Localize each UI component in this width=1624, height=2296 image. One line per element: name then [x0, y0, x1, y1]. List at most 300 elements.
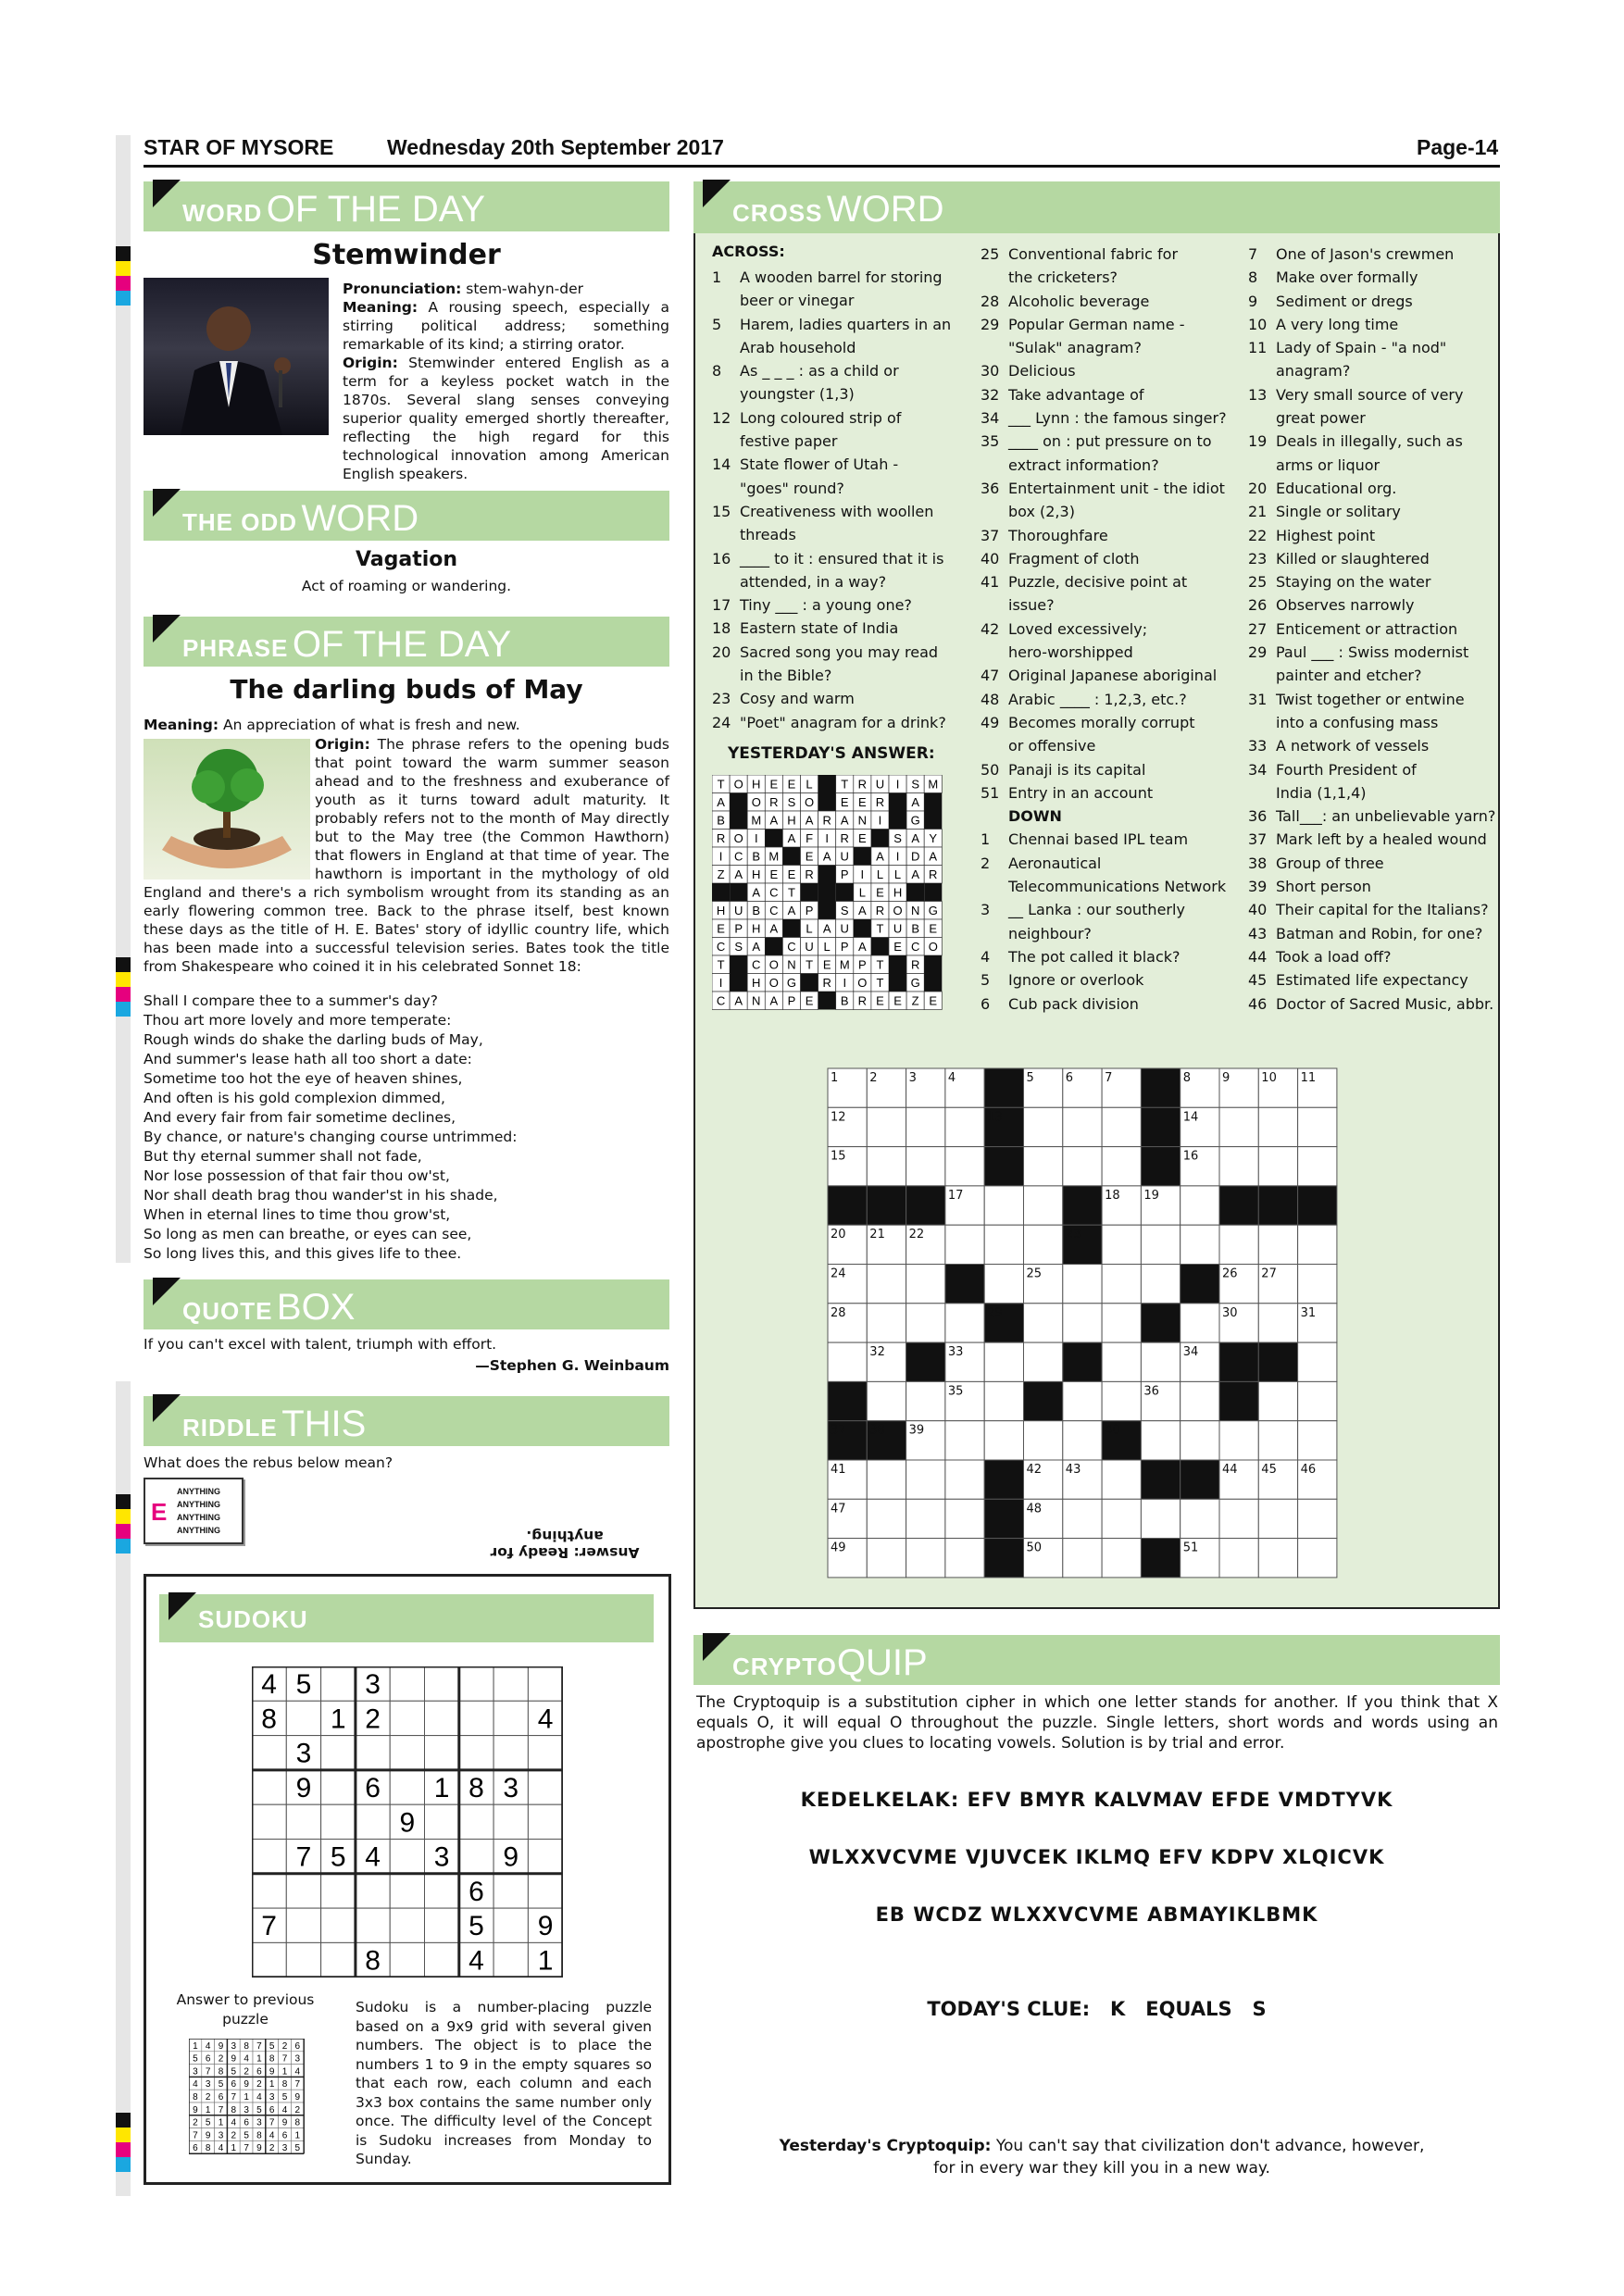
yesterday-letter: A	[911, 795, 919, 810]
crossword-cell[interactable]	[1298, 1342, 1337, 1381]
yesterday-letter: U	[893, 921, 903, 936]
crossword-cell[interactable]	[945, 1107, 984, 1146]
crossword-cell[interactable]	[906, 1539, 945, 1578]
prev-answer-label: Answer to previous puzzle	[176, 1991, 315, 2028]
yesterday-letter: B	[752, 849, 761, 864]
sudoku-cell[interactable]	[356, 1666, 390, 1701]
crossword-cell[interactable]	[1102, 1107, 1141, 1146]
sudoku-cell[interactable]	[390, 1840, 424, 1874]
clue-number: 36	[1248, 807, 1268, 826]
sudoku-cell[interactable]	[321, 1908, 356, 1942]
crossword-cell[interactable]	[1258, 1147, 1297, 1186]
sudoku-cell[interactable]	[321, 1840, 356, 1874]
sudoku-cell[interactable]	[493, 1736, 528, 1770]
sudoku-cell[interactable]	[321, 1736, 356, 1770]
crossword-clue	[712, 664, 976, 687]
clue-text: State flower of Utah -	[740, 455, 899, 474]
clue-text: Observes narrowly	[1276, 596, 1415, 615]
prev-sudoku-digit: 6	[281, 2130, 288, 2141]
yesterday-letter: I	[895, 777, 900, 792]
clue-number: 34	[1248, 760, 1268, 779]
sudoku-cell[interactable]	[321, 1804, 356, 1839]
yesterday-letter: A	[734, 993, 743, 1008]
sudoku-cell[interactable]	[252, 1770, 286, 1804]
crossword-cell[interactable]	[1063, 1304, 1102, 1342]
yesterday-letter: S	[734, 940, 743, 955]
sudoku-cell[interactable]	[459, 1701, 493, 1735]
phrase-meaning: Meaning: An appreciation of what is fresh and new.	[144, 717, 520, 733]
yesterday-letter: L	[806, 777, 813, 792]
crossword-cell[interactable]	[867, 1265, 906, 1304]
rebus-word: ANYTHING	[177, 1513, 220, 1522]
crossword-grid[interactable]	[827, 1067, 1340, 1578]
crossword-cell[interactable]	[945, 1421, 984, 1460]
crossword-cell[interactable]	[906, 1147, 945, 1186]
clue-text: Arabic ____ : 1,2,3, etc.?	[1008, 690, 1187, 708]
prev-sudoku-digit: 6	[244, 2117, 249, 2128]
meaning: A rousing speech, especially a stirring political address; something remarkable of its kind; a stirring orator.	[343, 299, 669, 353]
crossword-cell[interactable]	[1219, 1421, 1258, 1460]
crossword-cell[interactable]	[867, 1147, 906, 1186]
crossword-cell[interactable]	[1102, 1539, 1141, 1578]
crossword-number: 16	[1182, 1149, 1199, 1164]
clue-text: Becomes morally corrupt	[1008, 713, 1195, 731]
yesterday-black-cell	[889, 955, 906, 974]
crossword-number: 7	[1105, 1071, 1113, 1085]
down-clues-col3	[1248, 243, 1498, 1016]
yesterday-black-cell	[765, 938, 782, 956]
crossword-cell[interactable]	[984, 1381, 1023, 1420]
sudoku-cell[interactable]	[528, 1908, 562, 1942]
yesterday-black-cell	[854, 847, 871, 866]
clue-text: Very small source of very	[1276, 385, 1464, 404]
yesterday-letter: N	[752, 993, 761, 1008]
sudoku-cell[interactable]	[493, 1701, 528, 1735]
page-number: Page-14	[1417, 135, 1499, 159]
sudoku-cell[interactable]	[252, 1736, 286, 1770]
banner-corner-icon	[153, 180, 181, 207]
sudoku-cell[interactable]	[390, 1770, 424, 1804]
crossword-cell[interactable]	[1219, 1499, 1258, 1538]
sudoku-cell[interactable]	[286, 1666, 320, 1701]
crossword-black-cell	[984, 1147, 1023, 1186]
clue-number: 25	[1248, 573, 1268, 592]
sudoku-cell[interactable]	[493, 1908, 528, 1942]
cryptoquip-line: EB WCDZ WLXXVCVME ABMAYIKLBMK	[875, 1903, 1318, 1926]
crossword-cell[interactable]	[1298, 1539, 1337, 1578]
sudoku-cell[interactable]	[390, 1874, 424, 1908]
sudoku-cell[interactable]	[493, 1666, 528, 1701]
sudoku-cell[interactable]	[252, 1942, 286, 1977]
crossword-clue	[981, 968, 1235, 992]
sudoku-cell[interactable]	[252, 1701, 286, 1735]
yesterday-black-cell	[924, 974, 942, 992]
sudoku-cell[interactable]	[356, 1908, 390, 1942]
quote-author: —Stephen G. Weinbaum	[475, 1357, 669, 1374]
crossword-cell[interactable]	[1258, 1107, 1297, 1146]
sudoku-cell[interactable]	[390, 1736, 424, 1770]
crossword-cell[interactable]	[906, 1265, 945, 1304]
sudoku-cell[interactable]	[356, 1840, 390, 1874]
crossword-cell[interactable]	[945, 1499, 984, 1538]
label: Origin:	[343, 355, 398, 371]
crossword-cell[interactable]	[1063, 1381, 1102, 1420]
crossword-cell[interactable]	[1024, 1107, 1063, 1146]
sudoku-cell[interactable]	[528, 1666, 562, 1701]
sudoku-cell[interactable]	[459, 1874, 493, 1908]
crossword-cell[interactable]	[945, 1304, 984, 1342]
yesterday-letter: E	[929, 993, 938, 1008]
crossword-cell[interactable]	[867, 1107, 906, 1146]
sudoku-cell[interactable]	[493, 1770, 528, 1804]
prev-sudoku-digit: 5	[205, 2117, 211, 2128]
yesterday-letter: L	[806, 921, 813, 936]
phrase-origin	[144, 735, 669, 976]
crossword-clue	[981, 570, 1235, 618]
sudoku-cell[interactable]	[356, 1874, 390, 1908]
sudoku-cell[interactable]	[252, 1804, 286, 1839]
sudoku-description: Sudoku is a number-placing puzzle based on a 9x9 grid with several given numbers. The object is to place the numbers 1 to 9 in the empty squares so that each row, each column and each 3x3 box contains the same number only once. The difficulty level of the Concept is Sudoku increases from Monday to Sunday.	[356, 1999, 652, 2167]
sudoku-cell[interactable]	[425, 1942, 459, 1977]
crossword-cell[interactable]	[1024, 1342, 1063, 1381]
sudoku-cell[interactable]	[390, 1804, 424, 1839]
sudoku-cell[interactable]	[286, 1942, 320, 1977]
crossword-black-cell	[945, 1265, 984, 1304]
crossword-cell[interactable]	[984, 1265, 1023, 1304]
clue-text: Make over formally	[1276, 268, 1418, 287]
crossword-number: 44	[1222, 1463, 1238, 1477]
clue-number: 51	[981, 783, 1000, 802]
yesterday-letter: I	[825, 831, 829, 846]
crossword-cell[interactable]	[1181, 1304, 1219, 1342]
sudoku-cell[interactable]	[390, 1666, 424, 1701]
sudoku-cell[interactable]	[390, 1942, 424, 1977]
sudoku-cell[interactable]	[286, 1908, 320, 1942]
crossword-cell[interactable]	[1141, 1421, 1180, 1460]
banner-label: SUDOKU	[198, 1605, 308, 1633]
yesterday-letter: S	[840, 904, 849, 918]
sudoku-cell[interactable]	[493, 1874, 528, 1908]
sudoku-cell[interactable]	[425, 1804, 459, 1839]
yesterday-letter: T	[787, 885, 795, 900]
crossword-number: 22	[908, 1228, 925, 1242]
across-clues-col1	[712, 266, 976, 734]
sudoku-cell[interactable]	[252, 1874, 286, 1908]
crossword-black-cell	[1141, 1147, 1180, 1186]
clue-text: "Sulak" anagram?	[1008, 339, 1142, 357]
sudoku-cell[interactable]	[459, 1942, 493, 1977]
crossword-cell[interactable]	[906, 1107, 945, 1146]
crossword-cell[interactable]	[1102, 1304, 1141, 1342]
clue-text: Staying on the water	[1276, 573, 1431, 592]
yesterday-black-cell	[871, 830, 889, 848]
sudoku-cell[interactable]	[528, 1701, 562, 1735]
sudoku-cell[interactable]	[459, 1804, 493, 1839]
sudoku-cell[interactable]	[528, 1942, 562, 1977]
crossword-cell[interactable]	[1298, 1107, 1337, 1146]
crossword-cell[interactable]	[906, 1381, 945, 1420]
sudoku-cell[interactable]	[356, 1770, 390, 1804]
crossword-cell[interactable]	[1219, 1225, 1258, 1264]
sudoku-cell[interactable]	[459, 1908, 493, 1942]
sudoku-cell[interactable]	[528, 1736, 562, 1770]
sudoku-cell[interactable]	[425, 1666, 459, 1701]
crossword-number: 25	[1026, 1267, 1043, 1281]
sudoku-cell[interactable]	[493, 1942, 528, 1977]
yesterday-black-cell	[730, 793, 747, 812]
crossword-clue	[712, 336, 976, 359]
crossword-cell[interactable]	[1219, 1539, 1258, 1578]
sudoku-cell[interactable]	[286, 1874, 320, 1908]
crossword-cell[interactable]	[1102, 1342, 1141, 1381]
crossword-cell[interactable]	[945, 1147, 984, 1186]
sudoku-cell[interactable]	[321, 1770, 356, 1804]
riddle-question: What does the rebus below mean?	[144, 1454, 394, 1471]
crossword-cell[interactable]	[1102, 1499, 1141, 1538]
sudoku-cell[interactable]	[528, 1804, 562, 1839]
crossword-cell[interactable]	[1102, 1265, 1141, 1304]
sudoku-cell[interactable]	[459, 1666, 493, 1701]
crossword-cell[interactable]	[1258, 1499, 1297, 1538]
clue-number: 9	[1248, 292, 1258, 310]
clue-text: Long coloured strip of	[740, 408, 902, 427]
clue-text: ____ on : put pressure on to	[1008, 432, 1212, 451]
crossword-black-cell	[984, 1068, 1023, 1107]
crossword-clue	[1248, 805, 1498, 828]
crossword-number: 48	[1026, 1502, 1043, 1516]
crossword-cell[interactable]	[1102, 1381, 1141, 1420]
yesterday-black-cell	[818, 866, 836, 884]
crossword-cell[interactable]	[1063, 1421, 1102, 1460]
crossword-cell[interactable]	[1024, 1225, 1063, 1264]
sudoku-cell[interactable]	[286, 1770, 320, 1804]
yesterday-letter: O	[804, 795, 815, 810]
yesterday-letter: I	[878, 813, 882, 828]
crossword-cell[interactable]	[906, 1460, 945, 1499]
sudoku-cell[interactable]	[356, 1942, 390, 1977]
crossword-cell[interactable]	[984, 1421, 1023, 1460]
crossword-cell[interactable]	[1141, 1265, 1180, 1304]
crossword-cell[interactable]	[1258, 1304, 1297, 1342]
crossword-number: 50	[1026, 1541, 1043, 1555]
prev-sudoku-digit: 9	[256, 2143, 262, 2154]
prev-sudoku-digit: 3	[218, 2130, 224, 2141]
crossword-cell[interactable]	[1181, 1421, 1219, 1460]
crossword-cell[interactable]	[1219, 1147, 1258, 1186]
sudoku-cell[interactable]	[356, 1804, 390, 1839]
clue-text: Lady of Spain - "a nod"	[1276, 339, 1447, 357]
clue-number: 14	[712, 455, 731, 474]
clue-number	[712, 477, 740, 500]
crossword-cell[interactable]	[906, 1304, 945, 1342]
yesterday-black-cell	[906, 883, 924, 902]
yesterday-letter: L	[893, 867, 902, 882]
sudoku-cell[interactable]	[321, 1874, 356, 1908]
prev-sudoku-digit: 1	[218, 2117, 224, 2128]
crossword-cell[interactable]	[1181, 1225, 1219, 1264]
sudoku-cell[interactable]	[493, 1840, 528, 1874]
sudoku-cell[interactable]	[286, 1840, 320, 1874]
clue-text: hero-worshipped	[1008, 643, 1133, 662]
crossword-cell[interactable]	[984, 1225, 1023, 1264]
prev-sudoku-digit: 9	[193, 2104, 198, 2115]
crossword-cell[interactable]	[1063, 1107, 1102, 1146]
clue-text: extract information?	[1008, 455, 1159, 474]
crossword-cell[interactable]	[1102, 1225, 1141, 1264]
crossword-black-cell	[828, 1186, 867, 1225]
sudoku-grid[interactable]	[252, 1666, 563, 1978]
sudoku-cell[interactable]	[459, 1770, 493, 1804]
clue-text: Twist together or entwine	[1276, 690, 1465, 708]
sudoku-cell[interactable]	[425, 1770, 459, 1804]
sudoku-cell[interactable]	[321, 1666, 356, 1701]
sudoku-cell[interactable]	[459, 1736, 493, 1770]
sudoku-cell[interactable]	[425, 1701, 459, 1735]
crossword-cell[interactable]	[1024, 1304, 1063, 1342]
sudoku-cell[interactable]	[493, 1804, 528, 1839]
crossword-cell[interactable]	[1063, 1539, 1102, 1578]
sudoku-cell[interactable]	[425, 1908, 459, 1942]
crossword-cell[interactable]	[1298, 1499, 1337, 1538]
yesterday-letter: U	[840, 921, 849, 936]
sudoku-cell[interactable]	[286, 1701, 320, 1735]
sudoku-digit: 5	[330, 1841, 346, 1873]
crossword-number: 15	[831, 1149, 846, 1164]
sudoku-cell[interactable]	[252, 1840, 286, 1874]
yesterday-black-cell	[730, 974, 747, 992]
crossword-cell[interactable]	[1298, 1421, 1337, 1460]
crossword-cell[interactable]	[1258, 1381, 1297, 1420]
crossword-cell[interactable]	[1298, 1147, 1337, 1186]
clue-text: Telecommunications Network	[1008, 878, 1227, 896]
sudoku-cell[interactable]	[252, 1666, 286, 1701]
sudoku-cell[interactable]	[356, 1736, 390, 1770]
yesterday-black-cell	[782, 847, 800, 866]
crossword-cell[interactable]	[1024, 1421, 1063, 1460]
clue-number	[712, 570, 740, 593]
sudoku-cell[interactable]	[528, 1770, 562, 1804]
clue-number: 35	[981, 432, 1000, 451]
crossword-clue	[712, 430, 976, 453]
clue-number: 10	[1248, 315, 1268, 333]
prev-sudoku-digit: 2	[269, 2143, 275, 2154]
yesterday-letter: U	[840, 849, 849, 864]
sudoku-cell[interactable]	[390, 1701, 424, 1735]
cryptoquip-line: WLXXVCVME VJUVCEK IKLMQ EFV KDPV XLQICVK	[808, 1846, 1385, 1868]
crossword-cell[interactable]	[984, 1186, 1023, 1225]
yesterday-letter: M	[928, 777, 939, 792]
clue-number: 30	[981, 362, 1000, 381]
rebus-word: ANYTHING	[177, 1526, 220, 1535]
crossword-cell[interactable]	[828, 1342, 867, 1381]
yesterday-black-cell	[871, 938, 889, 956]
crossword-cell[interactable]	[945, 1225, 984, 1264]
clue-text: Doctor of Sacred Music, abbr.	[1276, 994, 1494, 1013]
crossword-cell[interactable]	[1181, 1186, 1219, 1225]
crossword-cell[interactable]	[1141, 1499, 1180, 1538]
crossword-cell[interactable]	[867, 1539, 906, 1578]
sudoku-cell[interactable]	[425, 1736, 459, 1770]
sudoku-cell[interactable]	[286, 1736, 320, 1770]
crossword-cell[interactable]	[867, 1304, 906, 1342]
sudoku-cell[interactable]	[425, 1874, 459, 1908]
yesterday-black-cell	[836, 883, 854, 902]
crossword-cell[interactable]	[1063, 1265, 1102, 1304]
crossword-cell[interactable]	[867, 1499, 906, 1538]
label: Origin:	[315, 736, 370, 753]
crossword-cell[interactable]	[1141, 1225, 1180, 1264]
prev-sudoku-digit: 2	[281, 2040, 288, 2052]
prev-sudoku-digit: 5	[218, 2079, 224, 2090]
sudoku-cell[interactable]	[459, 1840, 493, 1874]
sudoku-cell[interactable]	[390, 1908, 424, 1942]
crossword-cell[interactable]	[1024, 1147, 1063, 1186]
crossword-cell[interactable]	[1102, 1147, 1141, 1186]
clue-text: A network of vessels	[1276, 737, 1430, 755]
yesterday-letter: C	[769, 885, 779, 900]
odd-word-definition: Act of roaming or wandering.	[301, 578, 512, 594]
crossword-cell[interactable]	[1102, 1460, 1141, 1499]
crossword-cell[interactable]	[1258, 1225, 1297, 1264]
sudoku-cell[interactable]	[425, 1840, 459, 1874]
crossword-cell[interactable]	[1258, 1421, 1297, 1460]
cryptoquip-intro: The Cryptoquip is a substitution cipher in which one letter stands for another. If you think that X equals O, it will equal O throughout the puzzle. Single letters, short words and words using an apostrophe give you clues to locating vowels. Solution is by trial and error.	[696, 1693, 1498, 1753]
crossword-cell[interactable]	[1024, 1186, 1063, 1225]
crossword-cell[interactable]	[945, 1460, 984, 1499]
sudoku-cell[interactable]	[528, 1874, 562, 1908]
crossword-cell[interactable]	[1258, 1539, 1297, 1578]
crossword-cell[interactable]	[1298, 1265, 1337, 1304]
yesterday-black-cell	[818, 992, 836, 1010]
clue-text: Tiny ___ : a young one?	[740, 596, 912, 615]
crossword-cell[interactable]	[906, 1499, 945, 1538]
sudoku-cell[interactable]	[286, 1804, 320, 1839]
crossword-cell[interactable]	[867, 1460, 906, 1499]
crossword-cell[interactable]	[1219, 1107, 1258, 1146]
clue-number: 40	[981, 549, 1000, 568]
clue-text: A very long time	[1276, 315, 1399, 333]
sudoku-cell[interactable]	[252, 1908, 286, 1942]
crossword-black-cell	[1181, 1265, 1219, 1304]
yesterday-black-cell	[712, 883, 730, 902]
crossword-cell[interactable]	[945, 1539, 984, 1578]
crossword-number: 1	[831, 1071, 839, 1085]
crossword-cell[interactable]	[984, 1342, 1023, 1381]
crossword-cell[interactable]	[1063, 1147, 1102, 1186]
crossword-cell[interactable]	[1141, 1342, 1180, 1381]
crossword-cell[interactable]	[1063, 1499, 1102, 1538]
yesterday-letter: R	[875, 904, 885, 918]
crossword-cell[interactable]	[867, 1381, 906, 1420]
sudoku-cell[interactable]	[528, 1840, 562, 1874]
crossword-cell[interactable]	[1181, 1381, 1219, 1420]
sudoku-cell[interactable]	[356, 1701, 390, 1735]
clue-number: 41	[981, 573, 1000, 592]
poem-line: Shall I compare thee to a summer's day?	[144, 992, 438, 1009]
crossword-number: 17	[947, 1188, 964, 1203]
clue-number: 44	[1248, 947, 1268, 966]
sudoku-digit: 3	[295, 1738, 312, 1769]
banner-corner-icon	[153, 489, 181, 517]
sudoku-cell[interactable]	[321, 1942, 356, 1977]
yesterday-letter: R	[805, 867, 814, 882]
crossword-cell[interactable]	[1298, 1381, 1337, 1420]
crossword-cell[interactable]	[1181, 1499, 1219, 1538]
sudoku-cell[interactable]	[321, 1701, 356, 1735]
crossword-cell[interactable]	[1298, 1225, 1337, 1264]
crossword-clue	[981, 430, 1235, 453]
crossword-clue	[1248, 547, 1498, 570]
